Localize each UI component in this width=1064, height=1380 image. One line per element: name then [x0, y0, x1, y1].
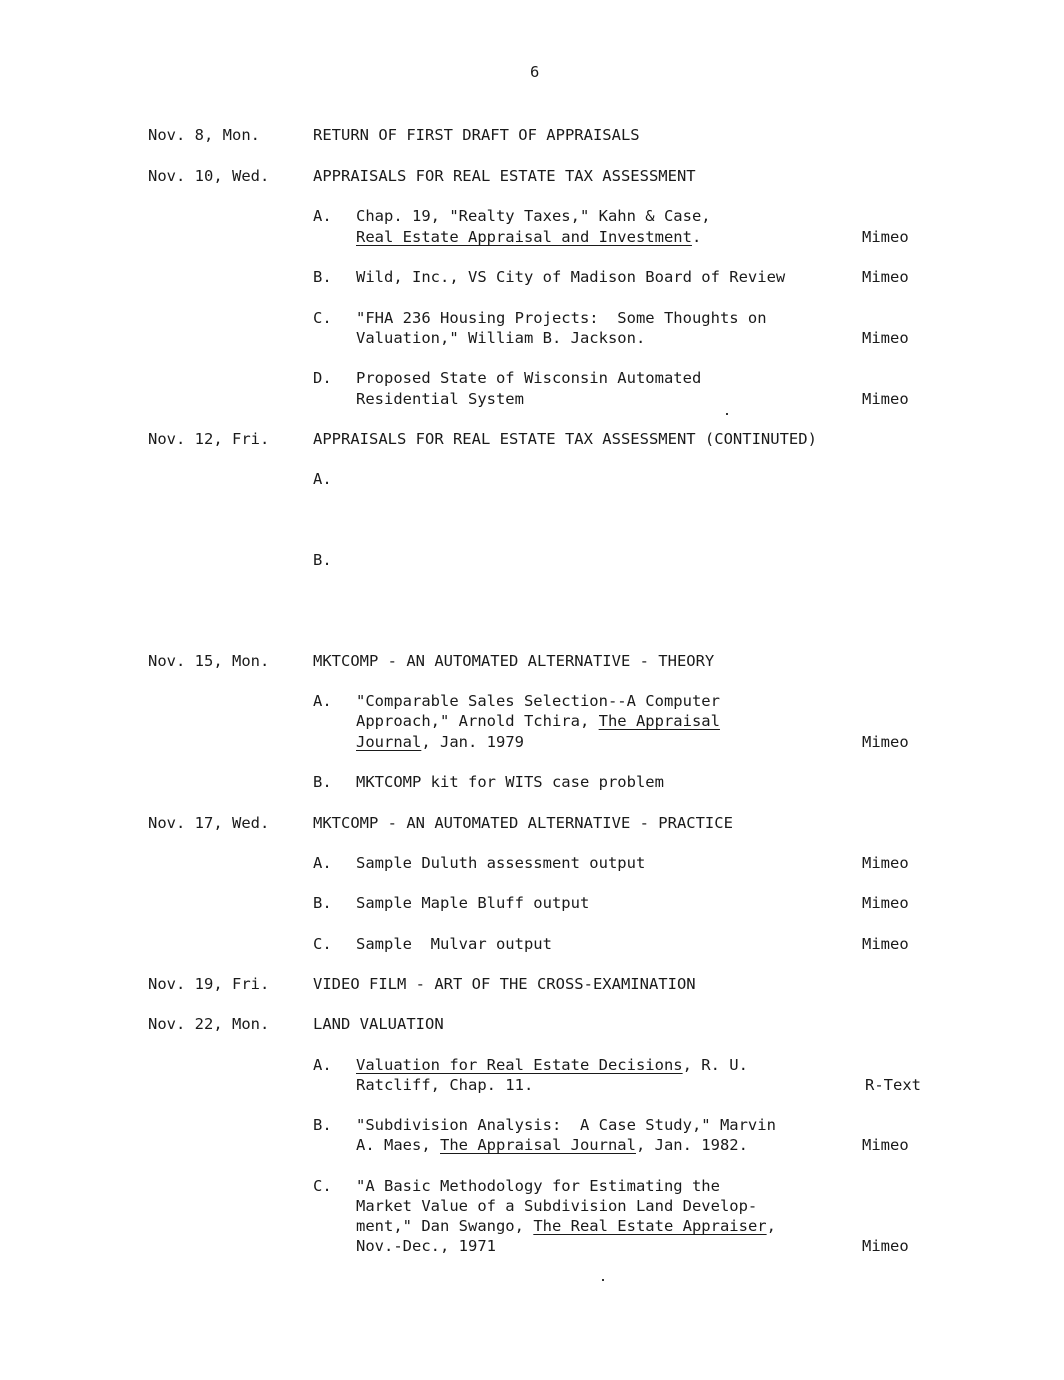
entry-date: Nov. 19, Fri.: [148, 975, 270, 993]
item-title: Valuation for Real Estate Decisions: [356, 1056, 683, 1074]
item-source: Mimeo: [862, 894, 909, 912]
item-letter: A.: [313, 470, 332, 488]
item-text: Residential System: [356, 390, 524, 408]
item-source: R-Text: [865, 1076, 921, 1094]
item-text: Market Value of a Subdivision Land Develop-: [356, 1197, 758, 1215]
item-letter: A.: [313, 854, 332, 872]
entry-heading: MKTCOMP - AN AUTOMATED ALTERNATIVE - THEORY: [313, 652, 715, 670]
item-text: A. Maes, The Appraisal Journal, Jan. 1982.: [356, 1136, 748, 1154]
item-text: Nov.-Dec., 1971: [356, 1237, 496, 1255]
item-letter: B.: [313, 894, 332, 912]
item-source: Mimeo: [862, 1136, 909, 1154]
item-source: Mimeo: [862, 390, 909, 408]
stray-mark: [726, 413, 728, 415]
item-text: ment," Dan Swango, The Real Estate Appraiser,: [356, 1217, 776, 1235]
item-text: Journal, Jan. 1979: [356, 733, 524, 751]
entry-heading: APPRAISALS FOR REAL ESTATE TAX ASSESSMENT (CONTINUTED): [313, 430, 817, 448]
item-text: Sample Duluth assessment output: [356, 854, 646, 872]
item-title: Real Estate Appraisal and Investment: [356, 228, 692, 246]
item-text: "Subdivision Analysis: A Case Study," Marvin: [356, 1116, 776, 1134]
item-text: Chap. 19, "Realty Taxes," Kahn & Case,: [356, 207, 711, 225]
item-letter: C.: [313, 309, 332, 327]
item-letter: B.: [313, 268, 332, 286]
item-title: The Appraisal Journal: [440, 1136, 636, 1154]
item-source: Mimeo: [862, 935, 909, 953]
item-text: Proposed State of Wisconsin Automated: [356, 369, 702, 387]
item-text: "A Basic Methodology for Estimating the: [356, 1177, 720, 1195]
entry-date: Nov. 15, Mon.: [148, 652, 270, 670]
item-letter: A.: [313, 1056, 332, 1074]
entry-heading: VIDEO FILM - ART OF THE CROSS-EXAMINATION: [313, 975, 696, 993]
item-source: Mimeo: [862, 268, 909, 286]
item-text: MKTCOMP kit for WITS case problem: [356, 773, 664, 791]
entry-date: Nov. 17, Wed.: [148, 814, 270, 832]
item-letter: D.: [313, 369, 332, 387]
item-source: Mimeo: [862, 228, 909, 246]
item-text: Sample Mulvar output: [356, 935, 552, 953]
item-letter: C.: [313, 1177, 332, 1195]
item-text: Real Estate Appraisal and Investment.: [356, 228, 702, 246]
item-text: Valuation for Real Estate Decisions, R. U.: [356, 1056, 748, 1074]
entry-heading: RETURN OF FIRST DRAFT OF APPRAISALS: [313, 126, 640, 144]
item-letter: B.: [313, 551, 332, 569]
item-letter: B.: [313, 773, 332, 791]
entry-date: Nov. 22, Mon.: [148, 1015, 270, 1033]
item-letter: A.: [313, 207, 332, 225]
item-title: The Real Estate Appraiser: [533, 1217, 767, 1235]
item-text: "FHA 236 Housing Projects: Some Thoughts on: [356, 309, 767, 327]
item-source: Mimeo: [862, 329, 909, 347]
item-title: The Appraisal: [598, 712, 720, 730]
item-text: Ratcliff, Chap. 11.: [356, 1076, 534, 1094]
item-source: Mimeo: [862, 733, 909, 751]
entry-date: Nov. 8, Mon.: [148, 126, 260, 144]
item-text: Sample Maple Bluff output: [356, 894, 590, 912]
stray-mark: [602, 1279, 604, 1281]
item-letter: B.: [313, 1116, 332, 1134]
entry-date: Nov. 12, Fri.: [148, 430, 270, 448]
item-text: "Comparable Sales Selection--A Computer: [356, 692, 720, 710]
item-source: Mimeo: [862, 1237, 909, 1255]
item-letter: C.: [313, 935, 332, 953]
item-text: Approach," Arnold Tchira, The Appraisal: [356, 712, 720, 730]
item-source: Mimeo: [862, 854, 909, 872]
entry-date: Nov. 10, Wed.: [148, 167, 270, 185]
page-number: 6: [530, 63, 540, 81]
item-text: Valuation," William B. Jackson.: [356, 329, 646, 347]
entry-heading: APPRAISALS FOR REAL ESTATE TAX ASSESSMENT: [313, 167, 696, 185]
entry-heading: MKTCOMP - AN AUTOMATED ALTERNATIVE - PRACTICE: [313, 814, 733, 832]
entry-heading: LAND VALUATION: [313, 1015, 444, 1033]
item-title: Journal: [356, 733, 422, 751]
item-text: Wild, Inc., VS City of Madison Board of Review: [356, 268, 786, 286]
item-letter: A.: [313, 692, 332, 710]
